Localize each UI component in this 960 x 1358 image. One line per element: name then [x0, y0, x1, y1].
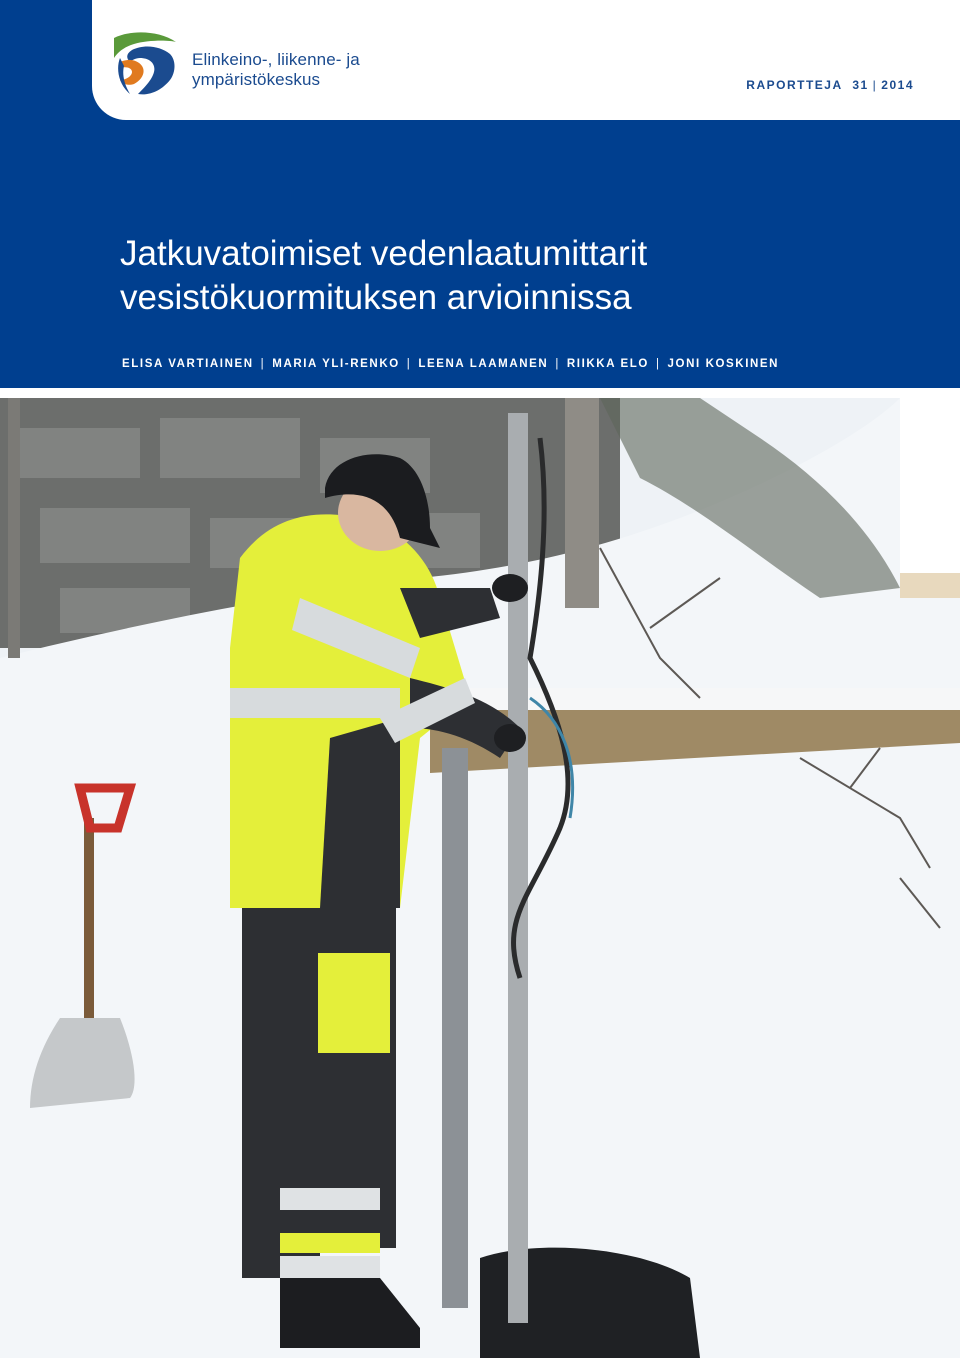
series-label: RAPORTTEJA — [746, 78, 843, 92]
author-separator: | — [655, 358, 661, 370]
ely-logo-icon — [110, 28, 185, 103]
author-separator: | — [555, 358, 560, 370]
series-year: 2014 — [881, 78, 914, 92]
series-number: 31 — [852, 78, 869, 92]
organization-name-line2: ympäristökeskus — [192, 70, 321, 89]
report-title-line2: vesistökuormituksen arvioinnissa — [120, 278, 632, 317]
series-info — [746, 78, 914, 92]
winter-water-measurement-photo-icon — [0, 398, 960, 1358]
left-blue-strip — [0, 0, 92, 120]
cover-photo — [0, 398, 960, 1358]
author-list — [122, 358, 779, 370]
organization-name — [192, 50, 360, 90]
author-name: JONI KOSKINEN — [667, 358, 780, 370]
report-title — [120, 232, 940, 320]
author-name: LEENA LAAMANEN — [418, 358, 549, 370]
author-separator: | — [260, 358, 266, 370]
author-separator: | — [406, 358, 412, 370]
series-separator: | — [872, 78, 878, 92]
report-title-line1: Jatkuvatoimiset vedenlaatumittarit — [120, 234, 648, 273]
author-name: RIIKKA ELO — [566, 358, 649, 370]
author-name: ELISA VARTIAINEN — [122, 358, 254, 370]
organization-name-line1: Elinkeino-, liikenne- ja — [192, 50, 360, 69]
author-name: MARIA YLI-RENKO — [272, 358, 400, 370]
